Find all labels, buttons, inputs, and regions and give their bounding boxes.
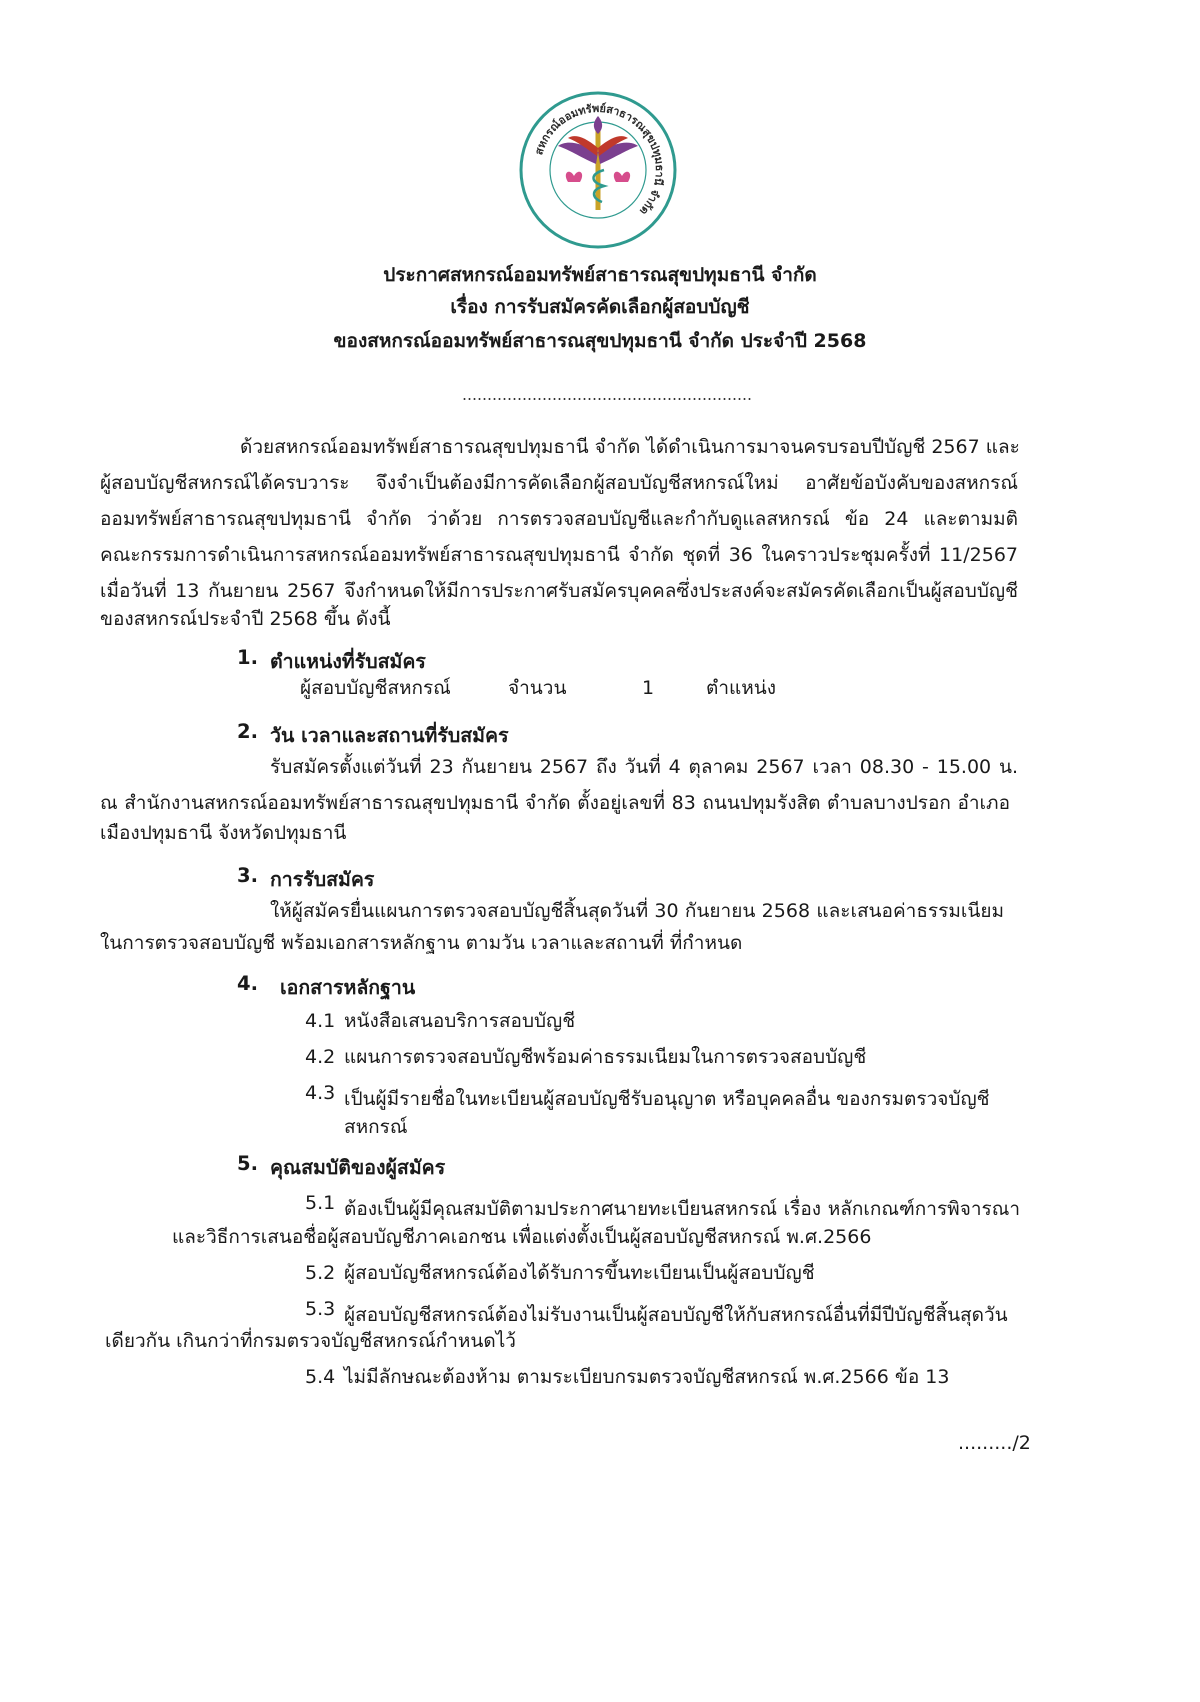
section-2-line-1: รับสมัครตั้งแต่วันที่ 23 กันยายน 2567 ถึง วันที่ 4 ตุลาคม 2567 เวลา 08.30 - 15.00 น. (270, 756, 1018, 778)
announcement-title: ประกาศสหกรณ์ออมทรัพย์สาธารณสุขปทุมธานี จำกัด (383, 264, 817, 286)
position-count-label: จำนวน (508, 677, 567, 699)
intro-line-6: ของสหกรณ์ประจำปี 2568 ขึ้น ดังนี้ (100, 608, 391, 630)
position-unit: ตำแหน่ง (706, 677, 777, 699)
section-2-line-3: เมืองปทุมธานี จังหวัดปทุมธานี (100, 822, 347, 844)
item-4-1-text: หนังสือเสนอบริการสอบบัญชี (344, 1010, 576, 1032)
item-4-1-number: 4.1 (305, 1010, 336, 1032)
item-5-4-text: ไม่มีลักษณะต้องห้าม ตามระเบียบกรมตรวจบัญชีสหกรณ์ พ.ศ.2566 ข้อ 13 (344, 1366, 950, 1388)
item-5-3-text-cont: เดียวกัน เกินกว่าที่กรมตรวจบัญชีสหกรณ์กำหนดไว้ (105, 1330, 516, 1352)
position-count: 1 (642, 677, 655, 699)
item-5-1-text: ต้องเป็นผู้มีคุณสมบัติตามประกาศนายทะเบียนสหกรณ์ เรื่อง หลักเกณฑ์การพิจารณา (344, 1198, 1020, 1220)
section-3-line-1: ให้ผู้สมัครยื่นแผนการตรวจสอบบัญชีสิ้นสุดวันที่ 30 กันยายน 2568 และเสนอค่าธรรมเนียม (270, 900, 1004, 922)
item-5-4-number: 5.4 (305, 1366, 336, 1388)
announcement-subject-cont: ของสหกรณ์ออมทรัพย์สาธารณสุขปทุมธานี จำกัด ประจำปี 2568 (333, 330, 867, 352)
announcement-subject: เรื่อง การรับสมัครคัดเลือกผู้สอบบัญชี (450, 296, 750, 318)
item-5-2-number: 5.2 (305, 1262, 336, 1284)
cooperative-seal-logo (518, 90, 678, 250)
section-5-title: คุณสมบัติของผู้สมัคร (270, 1156, 446, 1179)
item-4-3-number: 4.3 (305, 1082, 336, 1104)
item-5-1-number: 5.1 (305, 1192, 336, 1214)
intro-line-5: เมื่อวันที่ 13 กันยายน 2567 จึงกำหนดให้มีการประกาศรับสมัครบุคคลซึ่งประสงค์จะสมัครคัดเลือกเป็นผู้สอบบัญชี (100, 580, 1018, 602)
seal-ring-text: สหกรณ์ออมทรัพย์สาธารณสุขปทุมธานี จำกัด (532, 101, 667, 218)
section-3-line-2: ในการตรวจสอบบัญชี พร้อมเอกสารหลักฐาน ตามวัน เวลาและสถานที่ ที่กำหนด (100, 932, 743, 954)
position-name: ผู้สอบบัญชีสหกรณ์ (300, 677, 451, 699)
item-5-2-text: ผู้สอบบัญชีสหกรณ์ต้องได้รับการขึ้นทะเบียนเป็นผู้สอบบัญชี (344, 1262, 815, 1284)
intro-line-3: ออมทรัพย์สาธารณสุขปทุมธานี จำกัด ว่าด้วย การตรวจสอบบัญชีและกำกับดูแลสหกรณ์ ข้อ 24 และตามมติ (100, 508, 1018, 530)
section-3-title: การรับสมัคร (270, 868, 375, 891)
section-5-number: 5. (237, 1152, 258, 1175)
item-5-3-number: 5.3 (305, 1298, 336, 1320)
item-5-3-text: ผู้สอบบัญชีสหกรณ์ต้องไม่รับงานเป็นผู้สอบบัญชีให้กับสหกรณ์อื่นที่มีปีบัญชีสิ้นสุดวัน (344, 1304, 1008, 1326)
section-4-number: 4. (237, 972, 258, 995)
section-4-title: เอกสารหลักฐาน (280, 976, 416, 999)
item-4-3-text: เป็นผู้มีรายชื่อในทะเบียนผู้สอบบัญชีรับอนุญาต หรือบุคคลอื่น ของกรมตรวจบัญชี (344, 1088, 990, 1110)
section-3-number: 3. (237, 864, 258, 887)
item-4-3-text-cont: สหกรณ์ (344, 1116, 408, 1138)
dotted-separator (462, 398, 752, 400)
section-2-line-2: ณ สำนักงานสหกรณ์ออมทรัพย์สาธารณสุขปทุมธานี จำกัด ตั้งอยู่เลขที่ 83 ถนนปทุมรังสิต ตำบลบางปรอก อำเภอ (100, 792, 1010, 814)
intro-line-1: ด้วยสหกรณ์ออมทรัพย์สาธารณสุขปทุมธานี จำกัด ได้ดำเนินการมาจนครบรอบปีบัญชี 2567 และ (240, 436, 1020, 458)
item-4-2-number: 4.2 (305, 1046, 336, 1068)
next-page-indicator: ........./2 (958, 1432, 1031, 1454)
section-2-title: วัน เวลาและสถานที่รับสมัคร (270, 724, 509, 747)
intro-line-4: คณะกรรมการดำเนินการสหกรณ์ออมทรัพย์สาธารณสุขปทุมธานี จำกัด ชุดที่ 36 ในคราวประชุมครั้งที่ 11/2567 (100, 544, 1018, 566)
section-1-title: ตำแหน่งที่รับสมัคร (270, 650, 426, 673)
intro-line-2: ผู้สอบบัญชีสหกรณ์ได้ครบวาระ จึงจำเป็นต้องมีการคัดเลือกผู้สอบบัญชีสหกรณ์ใหม่ อาศัยข้อบังคับของสหกรณ์ (100, 472, 1018, 494)
item-4-2-text: แผนการตรวจสอบบัญชีพร้อมค่าธรรมเนียมในการตรวจสอบบัญชี (344, 1046, 867, 1068)
section-1-number: 1. (237, 646, 258, 669)
section-2-number: 2. (237, 720, 258, 743)
item-5-1-text-cont: และวิธีการเสนอชื่อผู้สอบบัญชีภาคเอกชน เพื่อแต่งตั้งเป็นผู้สอบบัญชีสหกรณ์ พ.ศ.2566 (172, 1226, 872, 1248)
